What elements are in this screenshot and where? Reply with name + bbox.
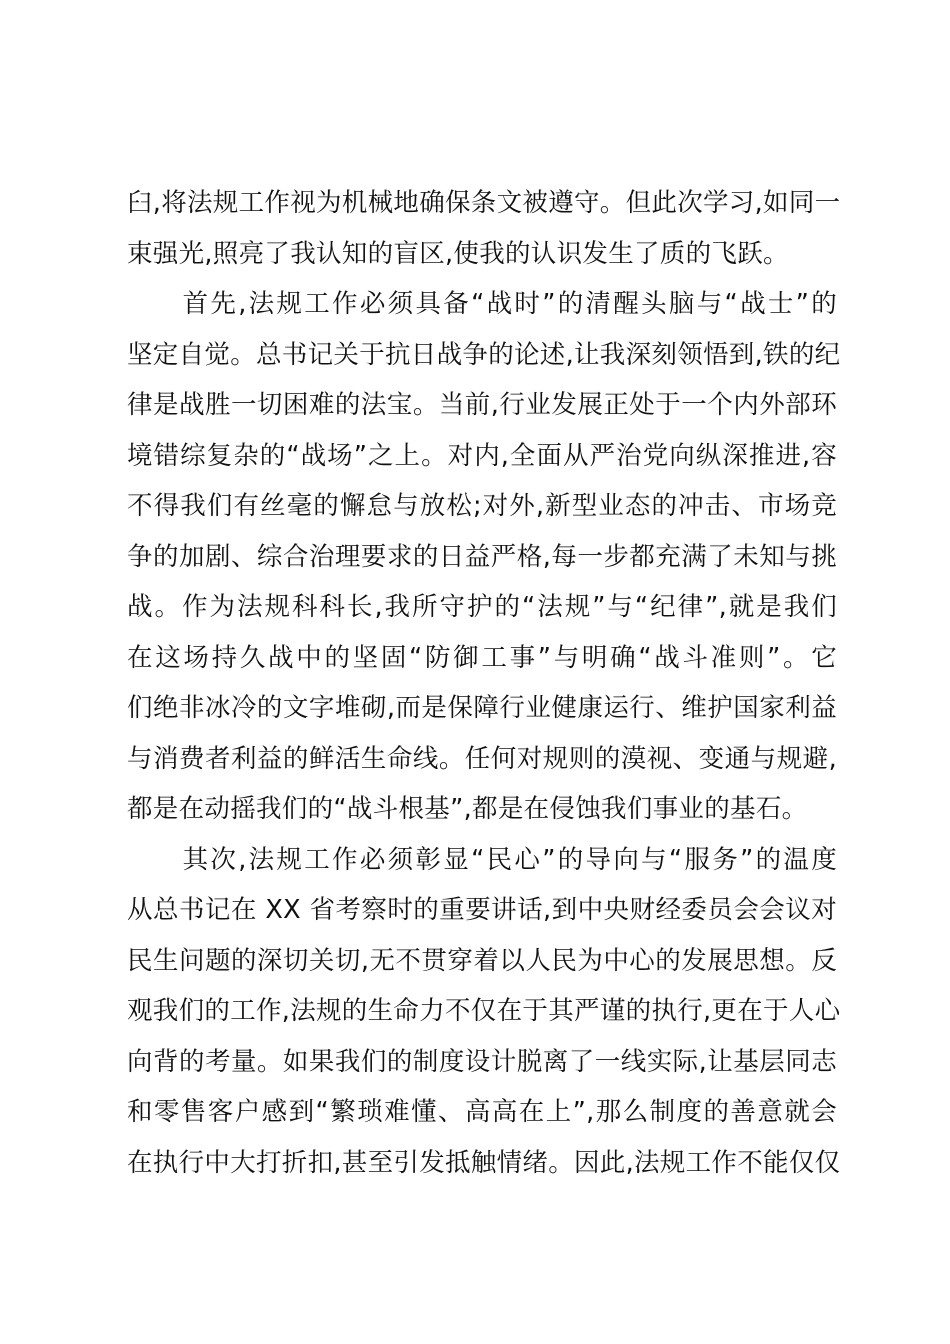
text-line: 与消费者利益的鲜活生命线。任何对规则的漠视、变通与规避, — [127, 743, 837, 774]
text-line: 在执行中大打折扣,甚至引发抵触情绪。因此,法规工作不能仅仅 — [127, 1147, 841, 1178]
text-line: 不得我们有丝毫的懈怠与放松;对外,新型业态的冲击、市场竞 — [127, 491, 837, 521]
text-line: 坚定自觉。总书记关于抗日战争的论述,让我深刻领悟到,铁的纪 — [127, 339, 841, 370]
body-text — [127, 178, 841, 1188]
text-line: 境错综复杂的“战场”之上。对内,全面从严治党向纵深推进,容 — [127, 440, 837, 471]
text-line: 观我们的工作,法规的生命力不仅在于其严谨的执行,更在于人心 — [127, 996, 841, 1026]
text-line: 律是战胜一切困难的法宝。当前,行业发展正处于一个内外部环 — [127, 390, 837, 420]
text-line: 其次,法规工作必须彰显“民心”的导向与“服务”的温度 — [127, 844, 837, 875]
text-line: 向背的考量。如果我们的制度设计脱离了一线实际,让基层同志 — [127, 1046, 837, 1077]
text-line: 从总书记在 XX 省考察时的重要讲话,到中央财经委员会会议对 — [127, 895, 837, 925]
text-line: 们绝非冰冷的文字堆砌,而是保障行业健康运行、维护国家利益 — [127, 693, 837, 723]
text-line: 战。作为法规科科长,我所守护的“法规”与“纪律”,就是我们 — [127, 592, 837, 622]
text-line: 都是在动摇我们的“战斗根基”,都是在侵蚀我们事业的基石。 — [127, 794, 808, 824]
text-line: 民生问题的深切关切,无不贯穿着以人民为中心的发展思想。反 — [127, 945, 837, 976]
text-line: 首先,法规工作必须具备“战时”的清醒头脑与“战士”的 — [127, 289, 837, 319]
text-line: 在这场持久战中的坚固“防御工事”与明确“战斗准则”。它 — [127, 642, 837, 673]
text-line: 争的加剧、综合治理要求的日益严格,每一步都充满了未知与挑 — [127, 541, 837, 572]
text-line: 臼,将法规工作视为机械地确保条文被遵守。但此次学习,如同一 — [127, 188, 841, 218]
text-line: 和零售客户感到“繁琐难懂、高高在上”,那么制度的善意就会 — [127, 1097, 837, 1127]
text-line: 束强光,照亮了我认知的盲区,使我的认识发生了质的飞跃。 — [127, 238, 789, 269]
